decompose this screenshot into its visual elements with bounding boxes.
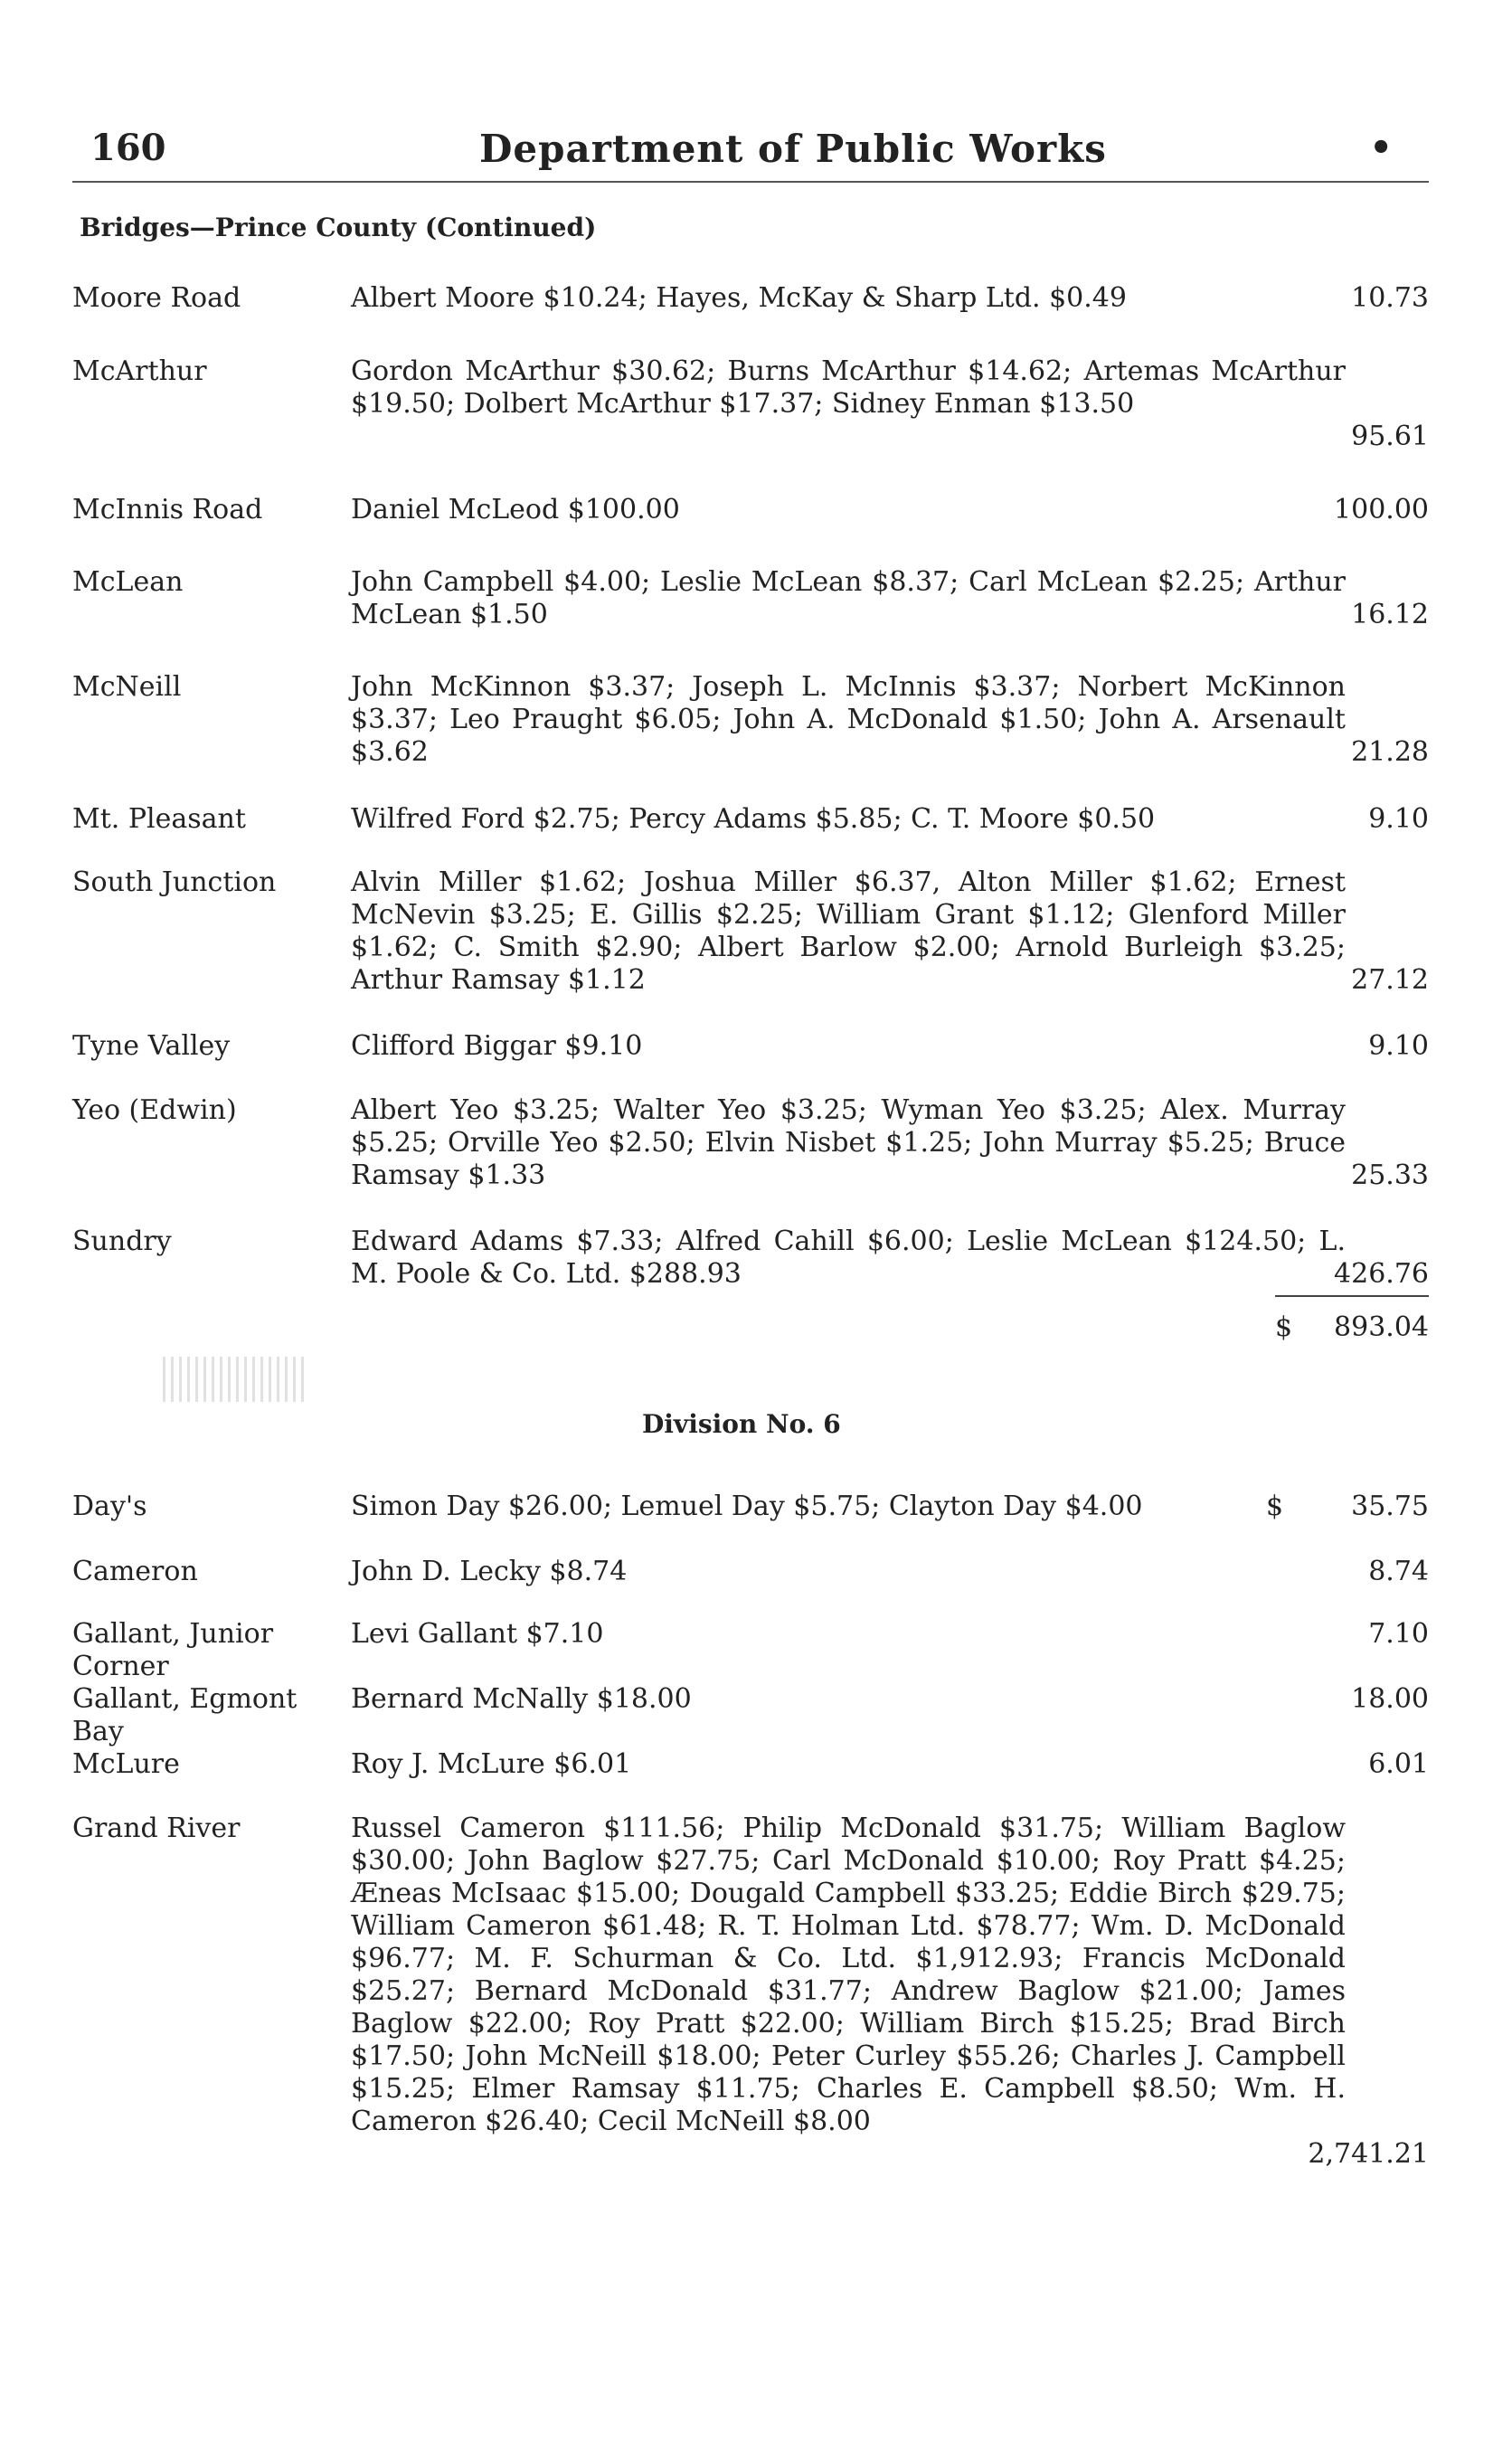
entry-amount: 18.00 [1351, 1683, 1429, 1715]
entry-description: John Campbell $4.00; Leslie McLean $8.37; Carl McLean $2.25; Arthur McLean $1.50 [351, 566, 1346, 630]
entry-description: John McKinnon $3.37; Joseph L. McInnis $3.37; Norbert McKinnon $3.37; Leo Praught $6.05; John A. McDonald $1.50; John A. Arsenault $3.62 [351, 671, 1346, 768]
entry-description: Alvin Miller $1.62; Joshua Miller $6.37, Alton Miller $1.62; Ernest McNevin $3.25; E. Gillis $2.25; William Grant $1.12; Glenford Miller $1.62; C. Smith $2.90; Albert Barlow $2.00; Arnold Burleigh $3.25; Arthur Ramsay $1.12 [351, 866, 1346, 996]
entry-amount: 21.28 [1351, 736, 1429, 768]
entry-name: Day's [72, 1491, 147, 1522]
list-item [72, 1556, 1429, 1588]
page-number: 160 [90, 127, 166, 169]
total-currency: $ [1275, 1311, 1293, 1343]
entry-description: Levi Gallant $7.10 [351, 1618, 604, 1650]
entry-currency: $ [1266, 1491, 1284, 1522]
entry-name: Sundry [72, 1226, 172, 1257]
list-item [72, 1683, 1429, 1748]
entry-amount: 16.12 [1351, 599, 1429, 630]
entry-name: Grand River [72, 1813, 241, 1844]
scan-smudge [163, 1357, 307, 1402]
list-item [72, 1491, 1429, 1523]
list-item [72, 566, 1429, 631]
list-item [72, 671, 1429, 769]
entry-description: John D. Lecky $8.74 [351, 1556, 628, 1587]
entry-amount: 9.10 [1368, 803, 1429, 835]
entry-description: Albert Yeo $3.25; Walter Yeo $3.25; Wyman Yeo $3.25; Alex. Murray $5.25; Orville Yeo $2.50; Elvin Nisbet $1.25; John Murray $5.25; Bruce Ramsay $1.33 [351, 1094, 1346, 1191]
entry-description: Clifford Biggar $9.10 [351, 1030, 643, 1062]
header-dot: • [1369, 127, 1393, 169]
entry-description: Russel Cameron $111.56; Philip McDonald $31.75; William Baglow $30.00; John Baglow $27.75; Carl McDonald $10.00; Roy Pratt $4.25; Æneas McIsaac $15.00; Dougald Campbell $33.25; Eddie Birch $29.75; William Cameron $61.48; R. T. Holman Ltd. $78.77; Wm. D. McDonald $96.77; M. F. Schurman & Co. Ltd. $1,912.93; Francis McDonald $25.27; Bernard McDonald $31.77; Andrew Baglow $21.00; James Baglow $22.00; Roy Pratt $22.00; William Birch $15.25; Brad Birch $17.50; John McNeill $18.00; Peter Curley $55.26; Charles J. Campbell $15.25; Elmer Ramsay $11.75; Charles E. Campbell $8.50; Wm. H. Cameron $26.40; Cecil McNeill $8.00 [351, 1813, 1346, 2137]
entry-amount: 25.33 [1351, 1159, 1429, 1191]
section-title-bridges: Bridges—Prince County (Continued) [80, 213, 597, 242]
list-item [72, 282, 1429, 315]
entry-amount: 10.73 [1351, 282, 1429, 314]
entry-amount: 27.12 [1351, 964, 1429, 996]
entry-description: Simon Day $26.00; Lemuel Day $5.75; Clayton Day $4.00 [351, 1491, 1143, 1522]
entry-amount: 6.01 [1368, 1748, 1429, 1780]
list-item [72, 866, 1429, 997]
page-header [72, 127, 1429, 183]
entry-description: Edward Adams $7.33; Alfred Cahill $6.00; Leslie McLean $124.50; L. M. Poole & Co. Ltd. $288.93 [351, 1226, 1346, 1290]
list-item [72, 1618, 1429, 1683]
entry-amount: 9.10 [1368, 1030, 1429, 1062]
entry-description: Daniel McLeod $100.00 [351, 494, 680, 525]
entry-name: McInnis Road [72, 494, 263, 525]
entry-amount: 2,741.21 [1308, 2138, 1429, 2170]
list-item [72, 1748, 1429, 1781]
entry-amount: 7.10 [1368, 1618, 1429, 1650]
list-item [72, 1030, 1429, 1063]
entry-description: Wilfred Ford $2.75; Percy Adams $5.85; C. T. Moore $0.50 [351, 803, 1156, 835]
entry-name: Tyne Valley [72, 1030, 231, 1062]
entry-name: Moore Road [72, 282, 241, 314]
entry-amount: 95.61 [1351, 421, 1429, 452]
entry-description: Bernard McNally $18.00 [351, 1683, 692, 1715]
entry-amount: 100.00 [1334, 494, 1429, 525]
list-item [72, 1226, 1429, 1291]
entry-description: Albert Moore $10.24; Hayes, McKay & Sharp Ltd. $0.49 [351, 282, 1127, 314]
section-title-division: Division No. 6 [642, 1409, 841, 1439]
list-item [72, 355, 1429, 453]
entry-name: Mt. Pleasant [72, 803, 246, 835]
entry-name: Gallant, Egmont Bay [72, 1683, 298, 1747]
total-rule [1275, 1295, 1429, 1297]
entry-name: McLean [72, 566, 184, 598]
entry-name: McNeill [72, 671, 182, 703]
entry-description: Gordon McArthur $30.62; Burns McArthur $14.62; Artemas McArthur $19.50; Dolbert McArthur $17.37; Sidney Enman $13.50 [351, 355, 1346, 420]
entry-name: Gallant, Junior Corner [72, 1618, 274, 1682]
entry-name: South Junction [72, 866, 277, 898]
entry-name: Cameron [72, 1556, 198, 1587]
entry-amount: 426.76 [1334, 1258, 1429, 1290]
list-item [72, 803, 1429, 836]
page-title: Department of Public Works [479, 127, 1107, 171]
list-item [72, 1813, 1429, 2171]
list-item [72, 1094, 1429, 1192]
list-item [72, 494, 1429, 526]
total-value: 893.04 [1334, 1311, 1429, 1343]
entry-amount: 35.75 [1351, 1491, 1429, 1522]
entry-amount: 8.74 [1368, 1556, 1429, 1587]
entry-description: Roy J. McLure $6.01 [351, 1748, 632, 1780]
entry-name: McArthur [72, 355, 207, 387]
entry-name: McLure [72, 1748, 180, 1780]
entry-name: Yeo (Edwin) [72, 1094, 237, 1126]
